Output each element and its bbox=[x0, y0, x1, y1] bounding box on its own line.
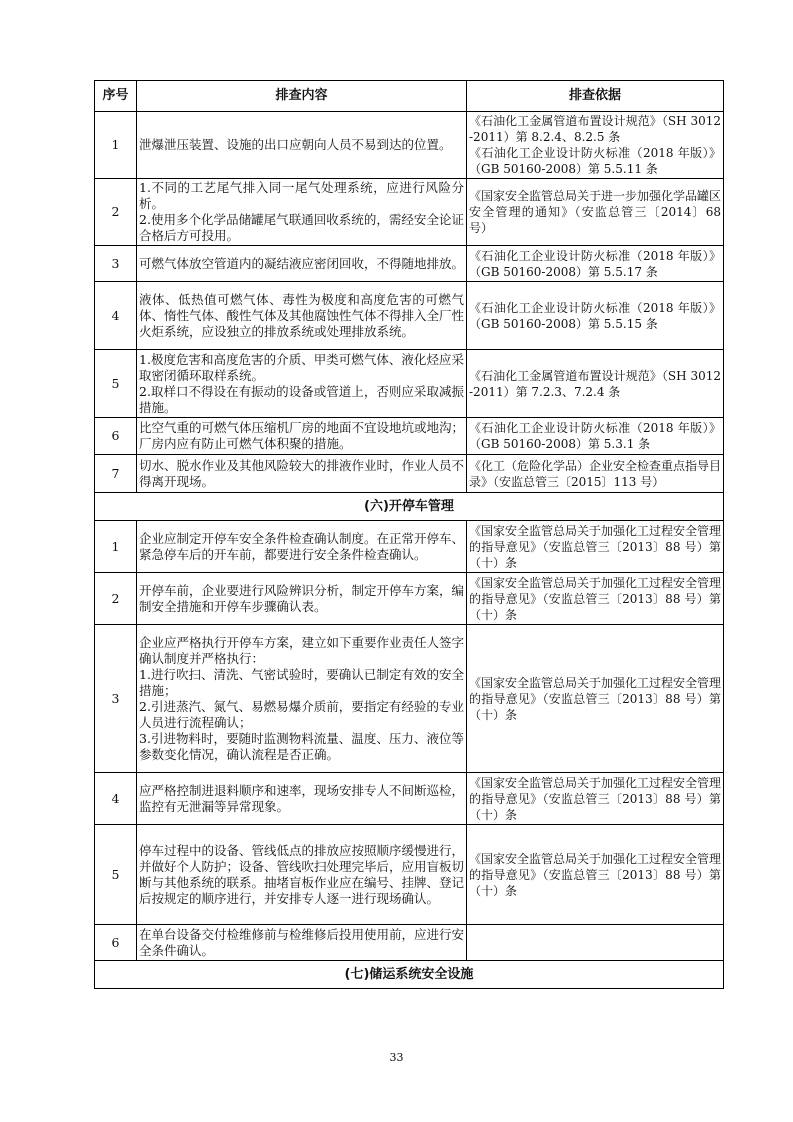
table-header-row bbox=[95, 81, 724, 112]
content-line: 1.不同的工艺尾气排入同一尾气处理系统，应进行风险分析。 bbox=[139, 180, 464, 211]
content-line: 2.取样口不得设在有振动的设备或管道上，否则应采取减振措施。 bbox=[139, 383, 464, 415]
basis-line: 《石油化工企业设计防火标准（2018 年版）》（GB 50160-2008）第 5.3.1 条 bbox=[469, 421, 721, 451]
row-number: 4 bbox=[95, 773, 137, 825]
inspection-content bbox=[137, 246, 467, 282]
content-line: 切水、脱水作业及其他风险较大的排液作业时，作业人员不得离开现场。 bbox=[139, 457, 465, 489]
inspection-basis bbox=[467, 246, 724, 282]
inspection-basis bbox=[467, 625, 724, 773]
basis-line: 《石油化工金属管道布置设计规范》（SH 3012-2011）第 7.2.3、7.2.4 条 bbox=[469, 368, 721, 399]
table-row bbox=[95, 455, 724, 493]
inspection-basis bbox=[467, 455, 724, 493]
header-content: 排查内容 bbox=[137, 81, 467, 112]
table-row bbox=[95, 925, 724, 961]
inspection-table bbox=[94, 80, 724, 989]
table-body bbox=[95, 112, 724, 989]
inspection-content bbox=[137, 825, 467, 925]
content-line: 1.进行吹扫、清洗、气密试验时，要确认已制定有效的安全措施； bbox=[139, 666, 464, 698]
inspection-content bbox=[137, 350, 467, 418]
table-row bbox=[95, 573, 724, 625]
basis-line: 《国家安全监管总局关于加强化工过程安全管理的指导意见》（安监总管三〔2013〕88 号）第（十）条 bbox=[469, 523, 722, 570]
content-line: 应严格控制进退料顺序和速率，现场安排专人不间断巡检，监控有无泄漏等异常现象。 bbox=[139, 782, 465, 814]
content-line: 液体、低热值可燃气体、毒性为极度和高度危害的可燃气体、惰性气体、酸性气体及其他腐蚀性气体不得排入全厂性火炬系统，应设独立的排放系统或处理排放系统。 bbox=[139, 291, 465, 339]
table-row bbox=[95, 246, 724, 282]
inspection-content bbox=[137, 625, 467, 773]
basis-line: 《石油化工企业设计防火标准（2018 年版）》（GB 50160-2008）第 5.5.17 条 bbox=[469, 248, 721, 279]
content-line: 3.引进物料时，要随时监测物料流量、温度、压力、液位等参数变化情况，确认流程是否正确。 bbox=[139, 730, 464, 762]
inspection-content bbox=[137, 773, 467, 825]
row-number: 4 bbox=[95, 282, 137, 350]
table-row bbox=[95, 825, 724, 925]
basis-line: 《化工（危险化学品）企业安全检查重点指导目录》（安监总管三〔2015〕113 号） bbox=[469, 458, 722, 489]
inspection-basis bbox=[467, 773, 724, 825]
content-line: 开停车前，企业要进行风险辨识分析，制定开停车方案，编制安全措施和开停车步骤确认表。 bbox=[139, 582, 465, 614]
content-line: 比空气重的可燃气体压缩机厂房的地面不宜设地坑或地沟；厂房内应有防止可燃气体积聚的措施。 bbox=[139, 420, 465, 451]
content-line: 企业应制定开停车安全条件检查确认制度。在正常开停车、紧急停车后的开车前，都要进行安全条件检查确认。 bbox=[139, 530, 465, 562]
inspection-basis bbox=[467, 521, 724, 573]
basis-line: 《国家安全监管总局关于加强化工过程安全管理的指导意见》（安监总管三〔2013〕88 号）第（十）条 bbox=[469, 775, 722, 822]
inspection-content bbox=[137, 925, 467, 961]
inspection-basis bbox=[467, 179, 724, 246]
table-row bbox=[95, 179, 724, 246]
table-row bbox=[95, 418, 724, 455]
section-title-storage: (七)储运系统安全设施 bbox=[95, 961, 724, 989]
inspection-content bbox=[137, 573, 467, 625]
content-line: 2.引进蒸汽、氮气、易燃易爆介质前，要指定有经验的专业人员进行流程确认； bbox=[139, 698, 464, 730]
inspection-basis bbox=[467, 825, 724, 925]
header-basis: 排查依据 bbox=[467, 81, 724, 112]
content-line: 1.极度危害和高度危害的介质、甲类可燃气体、液化烃应采取密闭循环取样系统。 bbox=[139, 351, 464, 383]
table-row bbox=[95, 625, 724, 773]
basis-line: 《国家安全监管总局关于加强化工过程安全管理的指导意见》（安监总管三〔2013〕88 号）第（十）条 bbox=[469, 675, 722, 722]
row-number: 5 bbox=[95, 350, 137, 418]
inspection-content bbox=[137, 418, 467, 455]
table-row bbox=[95, 773, 724, 825]
header-no: 序号 bbox=[95, 81, 137, 112]
inspection-basis bbox=[467, 282, 724, 350]
table-row bbox=[95, 112, 724, 179]
inspection-basis bbox=[467, 418, 724, 455]
inspection-basis bbox=[467, 350, 724, 418]
row-number: 3 bbox=[95, 625, 137, 773]
inspection-content bbox=[137, 455, 467, 493]
section-row bbox=[95, 493, 724, 521]
row-number: 1 bbox=[95, 112, 137, 179]
table-row bbox=[95, 282, 724, 350]
row-number: 6 bbox=[95, 418, 137, 455]
content-line: 企业应严格执行开停车方案，建立如下重要作业责任人签字确认制度并严格执行： bbox=[139, 634, 465, 666]
content-line: 停车过程中的设备、管线低点的排放应按照顺序缓慢进行，并做好个人防护；设备、管线吹扫处理完毕后，应用盲板切断与其他系统的联系。抽堵盲板作业应在编号、挂牌、登记后按规定的顺序进行，并安排专人逐一进行现场确认。 bbox=[139, 842, 465, 906]
inspection-basis bbox=[467, 112, 724, 179]
row-number: 5 bbox=[95, 825, 137, 925]
section-row bbox=[95, 961, 724, 989]
row-number: 3 bbox=[95, 246, 137, 282]
inspection-basis bbox=[467, 573, 724, 625]
inspection-content bbox=[137, 282, 467, 350]
table-row bbox=[95, 521, 724, 573]
row-number: 6 bbox=[95, 925, 137, 961]
basis-line: 《石油化工金属管道布置设计规范》（SH 3012-2011）第 8.2.4、8.2.5 条 bbox=[469, 114, 721, 144]
inspection-basis bbox=[467, 925, 724, 961]
section-title-startup-shutdown: (六)开停车管理 bbox=[95, 493, 724, 521]
inspection-content bbox=[137, 179, 467, 246]
content-line: 泄爆泄压装置、设施的出口应朝向人员不易到达的位置。 bbox=[139, 137, 452, 152]
basis-line: 《国家安全监管总局关于进一步加强化学品罐区安全管理的通知》（安监总管三〔2014〕68 号） bbox=[469, 189, 722, 235]
content-line: 可燃气体放空管道内的凝结液应密闭回收，不得随地排放。 bbox=[139, 255, 465, 271]
inspection-content bbox=[137, 112, 467, 179]
page-number: 33 bbox=[389, 1051, 404, 1064]
row-number: 2 bbox=[95, 573, 137, 625]
basis-line: 《国家安全监管总局关于加强化工过程安全管理的指导意见》（安监总管三〔2013〕88 号）第（十）条 bbox=[469, 575, 722, 622]
content-line: 2.使用多个化学品储罐尾气联通回收系统的，需经安全论证合格后方可投用。 bbox=[139, 212, 464, 243]
row-number: 7 bbox=[95, 455, 137, 493]
basis-line: 《石油化工企业设计防火标准（2018 年版）》（GB 50160-2008）第 5.5.15 条 bbox=[469, 300, 721, 331]
row-number: 1 bbox=[95, 521, 137, 573]
row-number: 2 bbox=[95, 179, 137, 246]
table-row bbox=[95, 350, 724, 418]
inspection-content bbox=[137, 521, 467, 573]
content-line: 在单台设备交付检维修前与检维修后投用使用前，应进行安全条件确认。 bbox=[139, 926, 465, 958]
basis-line: 《国家安全监管总局关于加强化工过程安全管理的指导意见》（安监总管三〔2013〕88 号）第（十）条 bbox=[469, 851, 722, 898]
basis-line: 《石油化工企业设计防火标准（2018 年版）》（GB 50160-2008）第 5.5.11 条 bbox=[469, 146, 721, 176]
inspection-table-sheet bbox=[94, 80, 723, 989]
